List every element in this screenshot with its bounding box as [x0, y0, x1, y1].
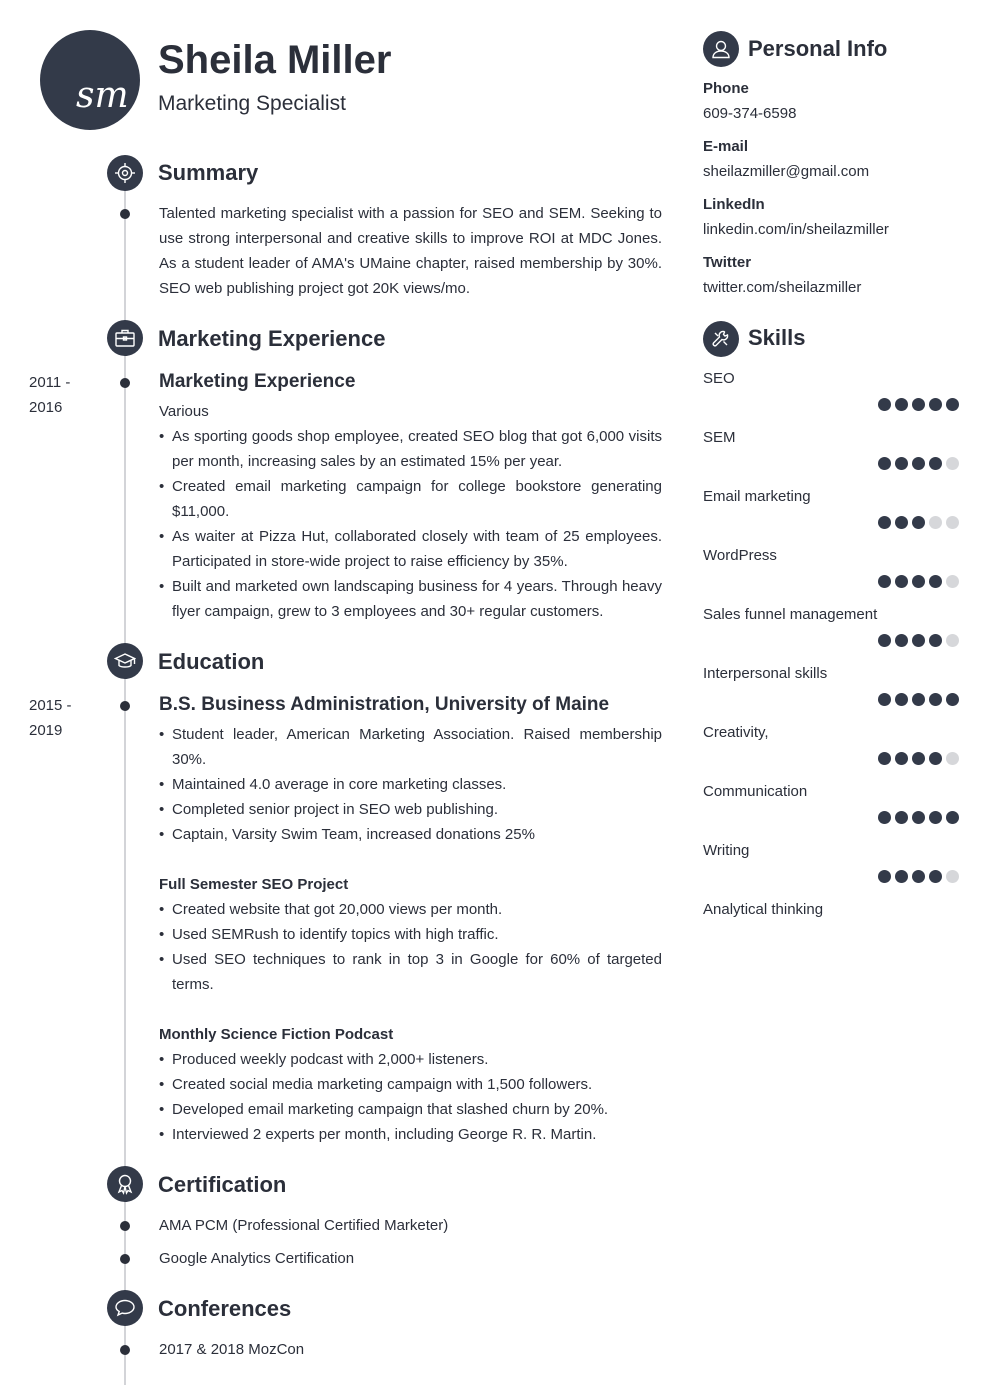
experience-company: Various: [159, 403, 209, 420]
rating-dot-empty: [946, 752, 959, 765]
rating-dot-empty: [946, 575, 959, 588]
list-item: • Used SEMRush to identify topics with high traffic.: [159, 922, 662, 947]
skill-rating: [878, 634, 959, 647]
rating-dot-filled: [878, 398, 891, 411]
skill-rating: [878, 398, 959, 411]
education-date-start: 2015 -: [29, 697, 72, 714]
project-title: Full Semester SEO Project: [159, 876, 349, 893]
experience-date-end: 2016: [29, 399, 63, 416]
rating-dot-filled: [878, 634, 891, 647]
skill-name: Writing: [703, 842, 750, 859]
conferences-heading: Conferences: [158, 1296, 292, 1321]
target-icon: [107, 155, 143, 191]
tools-icon: [703, 321, 739, 357]
rating-dot-filled: [895, 398, 908, 411]
email-value[interactable]: sheilazmiller@gmail.com: [703, 163, 870, 180]
list-item: • Developed email marketing campaign that slashed churn by 20%.: [159, 1097, 662, 1122]
rating-dot-filled: [912, 516, 925, 529]
skill-rating: [878, 693, 959, 706]
skills-heading: Skills: [748, 325, 806, 350]
twitter-label: Twitter: [703, 254, 752, 271]
list-item: • Captain, Varsity Swim Team, increased donations 25%: [159, 822, 662, 847]
rating-dot-empty: [946, 516, 959, 529]
project-bullets: [159, 1047, 662, 1147]
rating-dot-filled: [929, 575, 942, 588]
skill-name: Interpersonal skills: [703, 665, 828, 682]
rating-dot-empty: [946, 634, 959, 647]
rating-dot-filled: [878, 752, 891, 765]
rating-dot-empty: [929, 516, 942, 529]
rating-dot-filled: [878, 516, 891, 529]
list-item: • Used SEO techniques to rank in top 3 in Google for 60% of targeted terms.: [159, 947, 662, 997]
linkedin-label: LinkedIn: [703, 196, 765, 213]
rating-dot-filled: [946, 811, 959, 824]
rating-dot-filled: [895, 870, 908, 883]
list-item: • Maintained 4.0 average in core marketing classes.: [159, 772, 662, 797]
project-bullets: [159, 897, 662, 997]
rating-dot-filled: [912, 811, 925, 824]
skill-rating: [878, 516, 959, 529]
rating-dot-filled: [895, 693, 908, 706]
list-item: • Interviewed 2 experts per month, including George R. R. Martin.: [159, 1122, 662, 1147]
list-item: • As waiter at Pizza Hut, collaborated closely with team of 25 employees. Participated in store-wide project to raise efficiency by 35%.: [159, 524, 662, 574]
rating-dot-filled: [929, 870, 942, 883]
timeline-dot: [120, 701, 130, 711]
list-item: • As sporting goods shop employee, created SEO blog that got 6,000 visits per month, increasing sales by an estimated 15% per year.: [159, 424, 662, 474]
rating-dot-filled: [929, 752, 942, 765]
rating-dot-filled: [912, 575, 925, 588]
education-degree: B.S. Business Administration, University of Maine: [159, 694, 610, 715]
skill-rating: [878, 811, 959, 824]
skill-name: WordPress: [703, 547, 777, 564]
rating-dot-filled: [895, 575, 908, 588]
education-heading: Education: [158, 649, 265, 674]
rating-dot-filled: [878, 457, 891, 470]
rating-dot-filled: [946, 398, 959, 411]
user-icon: [703, 31, 739, 67]
phone-label: Phone: [703, 80, 749, 97]
email-label: E-mail: [703, 138, 749, 155]
rating-dot-filled: [895, 752, 908, 765]
skill-rating: [878, 457, 959, 470]
rating-dot-filled: [929, 457, 942, 470]
timeline-dot: [120, 1221, 130, 1231]
resume-name: Sheila Miller: [158, 38, 392, 82]
conference-item: 2017 & 2018 MozCon: [159, 1341, 305, 1358]
rating-dot-empty: [946, 870, 959, 883]
experience-bullets: [159, 424, 662, 624]
rating-dot-filled: [878, 693, 891, 706]
personal-info-heading: Personal Info: [748, 36, 888, 61]
experience-date: [29, 370, 89, 420]
avatar: [40, 30, 140, 130]
skill-name: SEM: [703, 429, 736, 446]
rating-dot-filled: [895, 634, 908, 647]
rating-dot-filled: [912, 752, 925, 765]
list-item: • Produced weekly podcast with 2,000+ listeners.: [159, 1047, 662, 1072]
skill-rating: [878, 575, 959, 588]
rating-dot-filled: [912, 693, 925, 706]
rating-dot-filled: [895, 457, 908, 470]
rating-dot-filled: [912, 457, 925, 470]
award-ribbon-icon: [107, 1166, 143, 1202]
skill-rating: [878, 870, 959, 883]
experience-title: Marketing Experience: [159, 371, 356, 392]
skill-name: Sales funnel management: [703, 606, 878, 623]
rating-dot-filled: [912, 870, 925, 883]
skill-name: Creativity,: [703, 724, 769, 741]
certification-item: AMA PCM (Professional Certified Marketer): [159, 1217, 449, 1234]
list-item: • Completed senior project in SEO web publishing.: [159, 797, 662, 822]
list-item: • Created website that got 20,000 views per month.: [159, 897, 662, 922]
rating-dot-filled: [878, 870, 891, 883]
rating-dot-filled: [878, 575, 891, 588]
education-date-end: 2019: [29, 722, 63, 739]
certification-heading: Certification: [158, 1172, 287, 1197]
summary-heading: Summary: [158, 160, 259, 185]
graduation-cap-icon: [107, 643, 143, 679]
skill-name: Analytical thinking: [703, 901, 824, 918]
speech-bubble-icon: [107, 1290, 143, 1326]
rating-dot-filled: [929, 634, 942, 647]
education-date: [29, 693, 89, 743]
list-item: • Created email marketing campaign for college bookstore generating $11,000.: [159, 474, 662, 524]
timeline-dot: [120, 209, 130, 219]
skill-name: SEO: [703, 370, 735, 387]
experience-heading: Marketing Experience: [158, 326, 386, 351]
twitter-value[interactable]: twitter.com/sheilazmiller: [703, 279, 862, 296]
rating-dot-empty: [946, 457, 959, 470]
rating-dot-filled: [912, 634, 925, 647]
summary-text: Talented marketing specialist with a passion for SEO and SEM. Seeking to use strong interpersonal and creative skills to improve ROI at MDC Jones. As a student leader of AMA's UMaine chapter, raised membership by 30%. SEO web publishing project got 20K views/mo.: [159, 205, 662, 297]
resume-job-title: Marketing Specialist: [158, 92, 346, 115]
experience-date-start: 2011 -: [29, 374, 71, 391]
avatar-initials: sm: [76, 75, 129, 116]
rating-dot-filled: [912, 398, 925, 411]
list-item: • Student leader, American Marketing Association. Raised membership 30%.: [159, 722, 662, 772]
skill-rating: [878, 752, 959, 765]
rating-dot-filled: [929, 398, 942, 411]
timeline-dot: [120, 378, 130, 388]
rating-dot-filled: [929, 693, 942, 706]
skill-name: Communication: [703, 783, 808, 800]
timeline-dot: [120, 1345, 130, 1355]
rating-dot-filled: [878, 811, 891, 824]
phone-value[interactable]: 609-374-6598: [703, 105, 797, 122]
skill-name: Email marketing: [703, 488, 811, 505]
list-item: • Built and marketed own landscaping business for 4 years. Through heavy flyer campaign, grew to 3 employees and 30+ regular customers.: [159, 574, 662, 624]
education-bullets: [159, 722, 662, 847]
rating-dot-filled: [946, 693, 959, 706]
list-item: • Created social media marketing campaign with 1,500 followers.: [159, 1072, 662, 1097]
briefcase-icon: [107, 320, 143, 356]
certification-item: Google Analytics Certification: [159, 1250, 355, 1267]
timeline-dot: [120, 1254, 130, 1264]
project-title: Monthly Science Fiction Podcast: [159, 1026, 394, 1043]
rating-dot-filled: [895, 811, 908, 824]
rating-dot-filled: [929, 811, 942, 824]
linkedin-value[interactable]: linkedin.com/in/sheilazmiller: [703, 221, 889, 238]
rating-dot-filled: [895, 516, 908, 529]
